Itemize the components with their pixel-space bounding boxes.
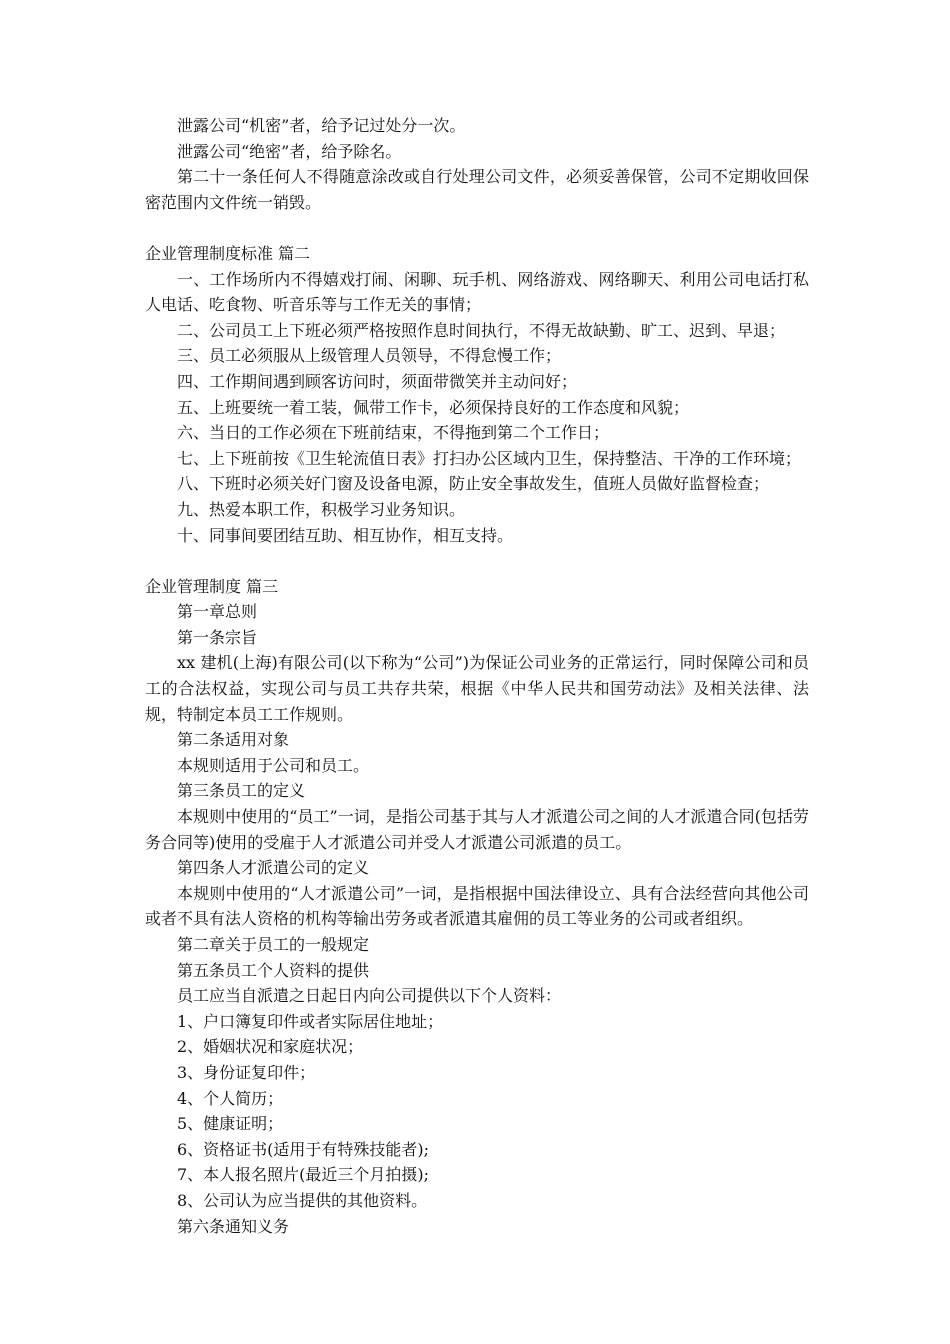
list-item: 5、健康证明；: [177, 1114, 284, 1134]
list-item: 3、身份证复印件；: [177, 1062, 316, 1082]
paragraph: 第三条员工的定义: [177, 781, 306, 801]
paragraph: 泄露公司“绝密”者，给予除名。: [177, 141, 402, 161]
paragraph: 本规则中使用的“人才派遣公司”一词，是指根据中国法律设立、具有合法经营向其他公司或者不具有法人资格的机构等输出劳务或者派遣其雇佣的员工等业务的公司或者组织。: [145, 883, 809, 929]
paragraph: 八、下班时必须关好门窗及设备电源，防止安全事故发生，值班人员做好监督检查；: [177, 474, 770, 494]
paragraph: 九、热爱本职工作，积极学习业务知识。: [177, 499, 466, 519]
paragraph: 一、工作场所内不得嬉戏打闹、闲聊、玩手机、网络游戏、网络聊天、利用公司电话打私人电话、吃食物、听音乐等与工作无关的事情；: [145, 269, 809, 315]
paragraph: 本规则中使用的“员工”一词，是指公司基于其与人才派遣公司之间的人才派遣合同(包括劳务合同等)使用的受雇于人才派遣公司并受人才派遣公司派遣的员工。: [145, 807, 809, 852]
paragraph: 六、当日的工作必须在下班前结束，不得拖到第二个工作日；: [177, 423, 610, 443]
list-item: 7、本人报名照片(最近三个月拍摄);: [177, 1165, 430, 1185]
paragraph: xx 建机(上海)有限公司(以下称为“公司”)为保证公司业务的正常运行，同时保障公司和员工的合法权益，实现公司与员工共存共荣，根据《中华人民共和国劳动法》及相关法律、法规，特制定本员工工作规则。: [145, 653, 809, 724]
section-spacer: [145, 548, 809, 574]
section-spacer: [145, 215, 809, 241]
list-item: 4、个人简历；: [177, 1088, 284, 1108]
paragraph: 五、上班要统一着工装，佩带工作卡，必须保持良好的工作态度和风貌；: [177, 397, 690, 417]
paragraph: 第一条宗旨: [177, 627, 258, 647]
list-item: 1、户口簿复印件或者实际居住地址；: [177, 1011, 444, 1031]
paragraph: 第五条员工个人资料的提供: [177, 960, 370, 980]
paragraph: 第六条通知义务: [177, 1216, 290, 1236]
section-heading: 企业管理制度 篇三: [145, 576, 279, 596]
paragraph: 第二十一条任何人不得随意涂改或自行处理公司文件，必须妥善保管，公司不定期收回保密范围内文件统一销毁。: [145, 167, 809, 212]
list-item: 6、资格证书(适用于有特殊技能者);: [177, 1139, 430, 1159]
paragraph: 四、工作期间遇到顾客访问时，须面带微笑并主动问好；: [177, 371, 578, 391]
list-item: 2、婚姻状况和家庭状况；: [177, 1037, 364, 1057]
paragraph: 三、员工必须服从上级管理人员领导，不得怠慢工作；: [177, 346, 562, 366]
paragraph: 第一章总则: [177, 602, 258, 622]
document-page: [145, 113, 809, 1239]
paragraph: 七、上下班前按《卫生轮流值日表》打扫办公区域内卫生，保持整洁、干净的工作环境；: [177, 448, 802, 468]
paragraph: 员工应当自派遣之日起日内向公司提供以下个人资料：: [177, 986, 562, 1006]
paragraph: 十、同事间要团结互助、相互协作，相互支持。: [177, 525, 514, 545]
paragraph: 第二条适用对象: [177, 730, 290, 750]
section-heading: 企业管理制度标准 篇二: [145, 243, 311, 263]
paragraph: 泄露公司“机密”者，给予记过处分一次。: [177, 116, 466, 135]
paragraph: 本规则适用于公司和员工。: [177, 755, 370, 775]
paragraph: 第四条人才派遣公司的定义: [177, 858, 370, 878]
paragraph: 第二章关于员工的一般规定: [177, 935, 370, 954]
paragraph: 二、公司员工上下班必须严格按照作息时间执行，不得无故缺勤、旷工、迟到、早退；: [177, 320, 786, 340]
list-item: 8、公司认为应当提供的其他资料。: [177, 1190, 428, 1210]
